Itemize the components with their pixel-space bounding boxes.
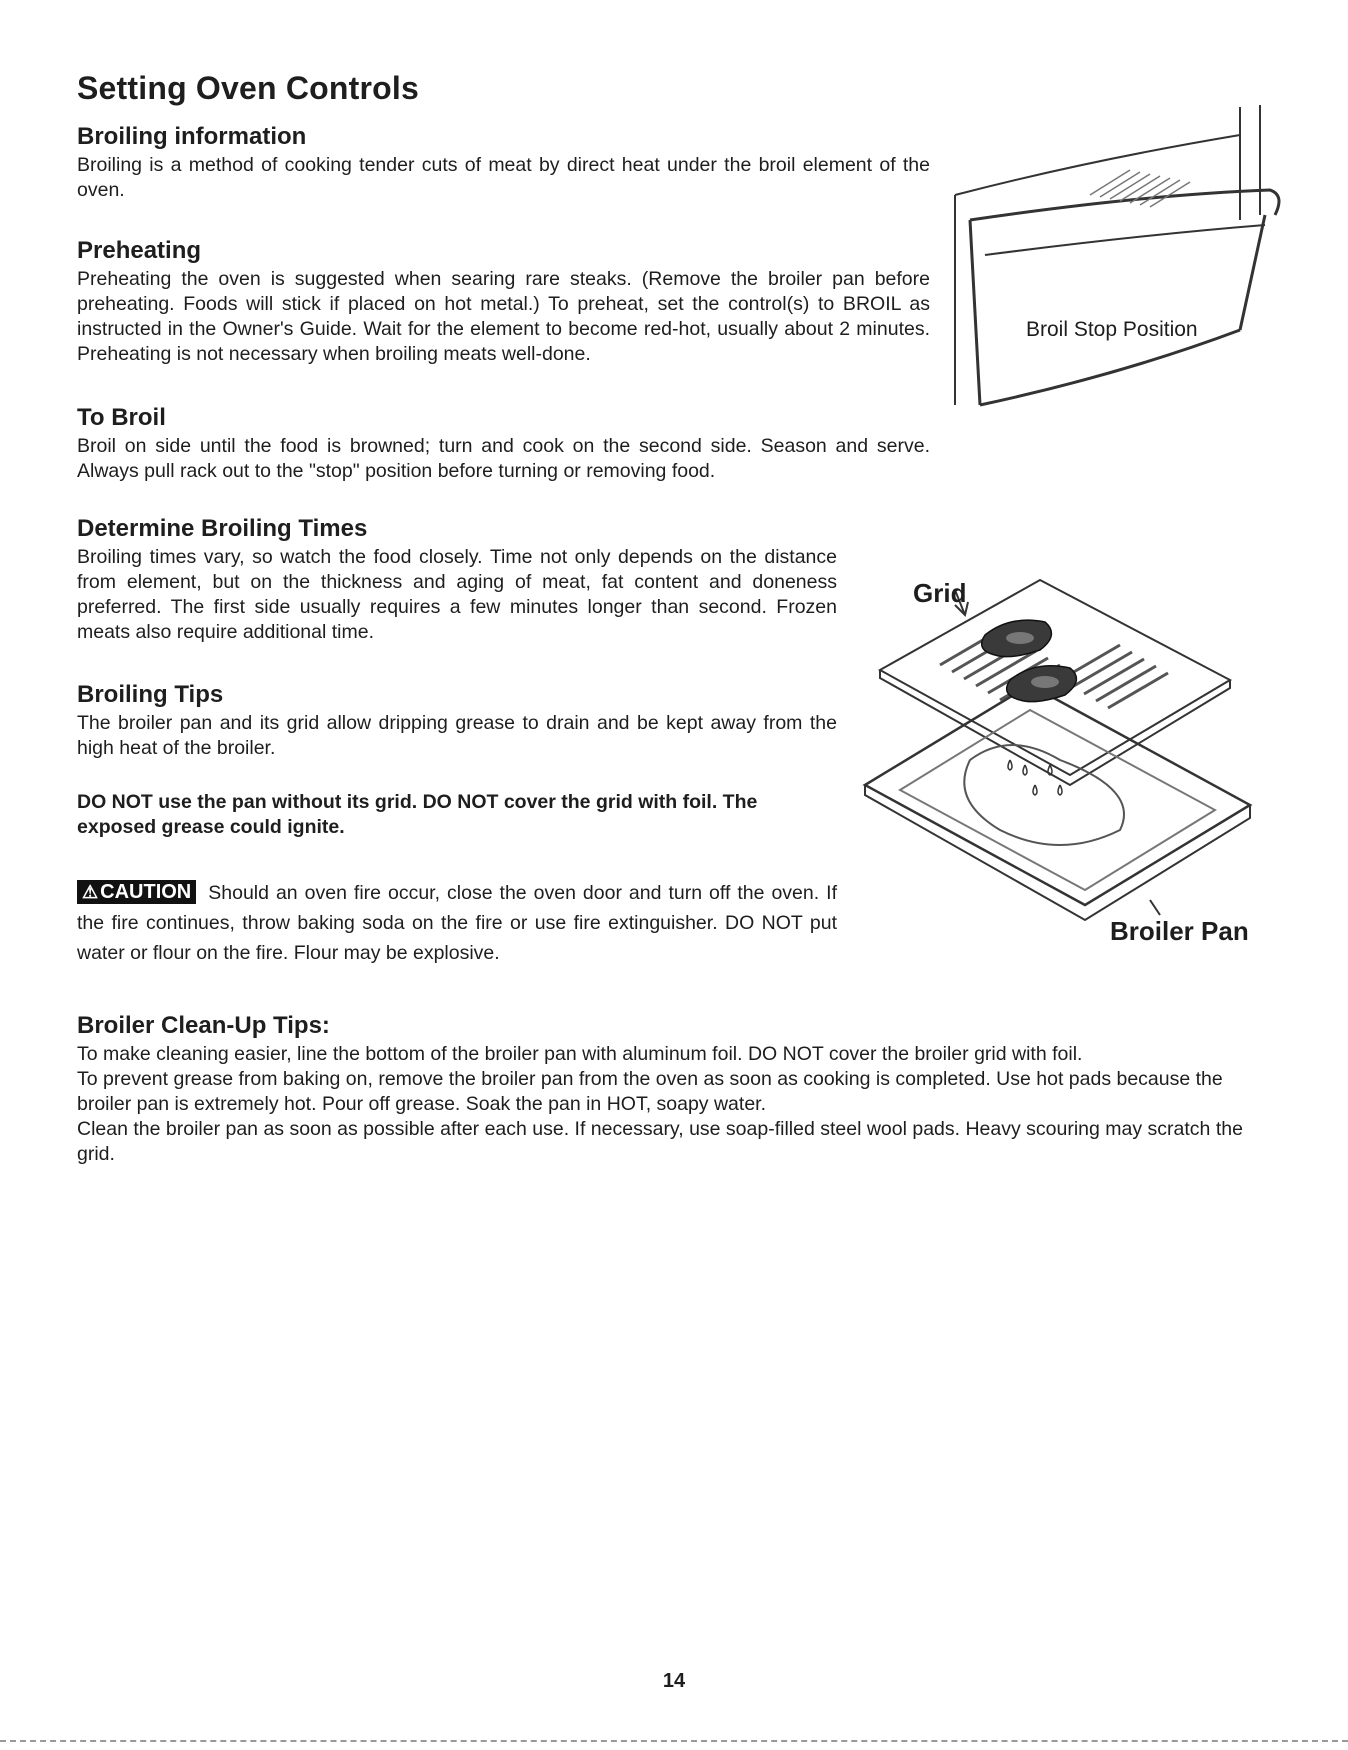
section-text: Broiling is a method of cooking tender cuts of meat by direct heat under the broil element of the oven. [77,154,930,201]
section-broiling-information [77,123,930,203]
bottom-rule [0,1740,1348,1742]
cleanup-line: To prevent grease from baking on, remove the broiler pan from the oven as soon as cooking is completed. Use hot pads because the broiler pan is extremely hot. Pour off grease. Soak the pan in HOT, soapy water. [77,1068,1223,1115]
oven-rack-illustration [940,95,1320,425]
caution-badge-label: CAUTION [100,881,192,903]
section-heading: Preheating [77,237,202,264]
caution-paragraph [77,878,837,968]
cleanup-line: To make cleaning easier, line the bottom of the broiler pan with aluminum foil. DO NOT cover the broiler grid with foil. [77,1043,1083,1065]
section-cleanup-tips [77,1012,1277,1167]
warning-triangle-icon: ⚠ [82,882,99,902]
section-heading: Broiler Clean-Up Tips: [77,1012,330,1039]
section-heading: Broiling Tips [77,681,224,708]
broiler-pan-label: Broiler Pan [1110,916,1249,946]
page-title: Setting Oven Controls [77,70,419,106]
broiler-pan-illustration [860,560,1260,960]
section-text: The broiler pan and its grid allow dripping grease to drain and be kept away from the high heat of the broiler. [77,712,837,759]
warning-text: DO NOT use the pan without its grid. DO NOT cover the grid with foil. The exposed grease could ignite. [77,791,758,838]
section-text: Broiling times vary, so watch the food closely. Time not only depends on the distance from element, but on the thickness and aging of meat, fat content and doneness preferred. The first side usually requires a few minutes longer than second. Frozen meats also require additional time. [77,546,837,643]
section-to-broil [77,404,930,484]
broil-stop-position-label: Broil Stop Position [1026,318,1198,341]
section-text: Preheating the oven is suggested when searing rare steaks. (Remove the broiler pan before preheating. Foods will stick if placed on hot metal.) To preheat, set the control(s) to BROIL as instructed in the Owner's Guide. Wait for the element to become red-hot, usually about 2 minutes. Preheating is not necessary when broiling meats well-done. [77,268,930,365]
section-broiling-times [77,515,837,645]
caution-text: Should an oven fire occur, close the oven door and turn off the oven. If the fire continues, throw baking soda on the fire or use fire extinguisher. DO NOT put water or flour on the fire. Flour may be explosive. [77,882,837,964]
section-heading: Determine Broiling Times [77,515,368,542]
page-number: 14 [662,1670,686,1692]
section-preheating [77,237,930,367]
section-broiling-tips [77,681,837,761]
cleanup-line: Clean the broiler pan as soon as possible after each use. If necessary, use soap-filled steel wool pads. Heavy scouring may scratch the grid. [77,1118,1243,1165]
caution-badge [77,880,196,904]
grid-label: Grid [913,578,967,608]
section-heading: To Broil [77,404,166,431]
section-heading: Broiling information [77,123,307,150]
section-text: Broil on side until the food is browned; turn and cook on the second side. Season and serve. Always pull rack out to the "stop" position before turning or removing food. [77,435,930,482]
